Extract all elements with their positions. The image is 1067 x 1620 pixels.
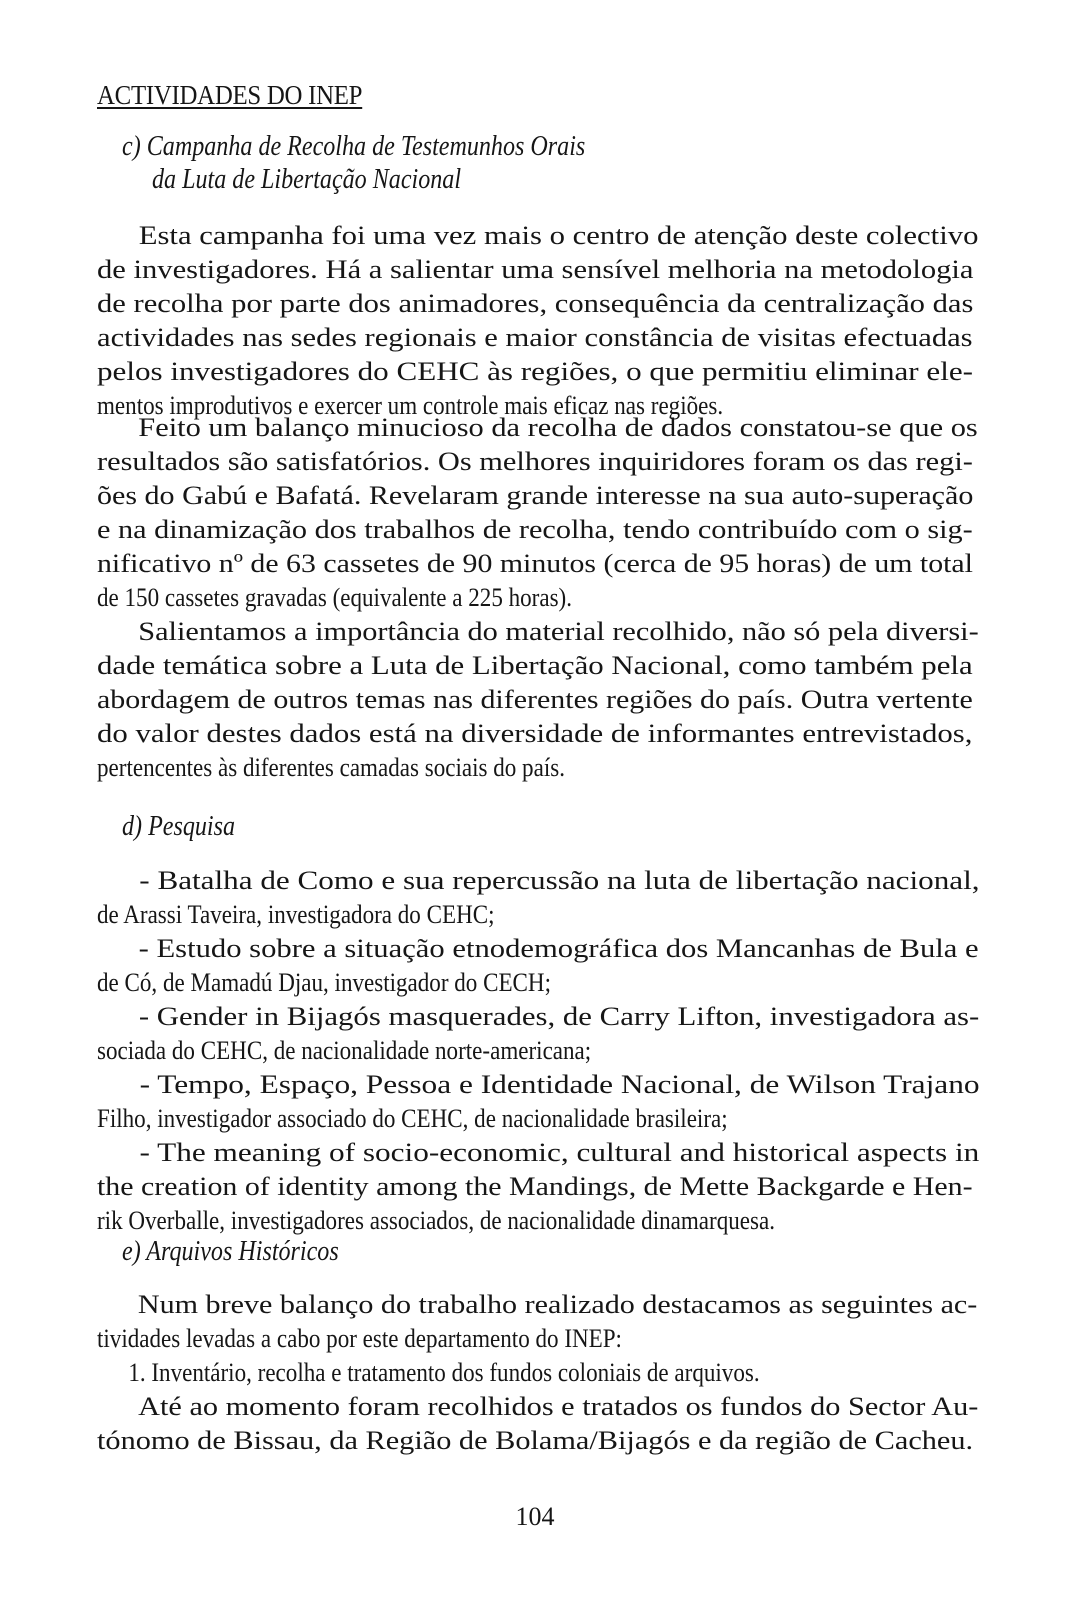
text-line: de investigadores. Há a salientar uma sensível melhoria na metodologia xyxy=(97,254,974,284)
research-list xyxy=(97,863,980,1237)
text-line: Esta campanha foi uma vez mais o centro de atenção deste colectivo xyxy=(138,220,979,250)
list-item: - Estudo sobre a situação etnodemográfica dos Mancanhas de Bula e xyxy=(138,933,979,963)
text-line: abordagem de outros temas nas diferentes regiões do país. Outra vertente xyxy=(97,684,973,714)
list-item-continuation: de Arassi Taveira, investigadora do CEHC; xyxy=(97,899,495,929)
section-c-title-line2: da Luta de Libertação Nacional xyxy=(152,164,462,195)
list-item-continuation: rik Overballe, investigadores associados, de nacionalidade dinamarquesa. xyxy=(97,1205,775,1235)
text-line: mentos improdutivos e exercer um controle mais eficaz nas regiões. xyxy=(97,390,724,420)
section-e-paragraph-3 xyxy=(97,1389,979,1457)
page-heading: ACTIVIDADES DO INEP xyxy=(97,80,363,110)
page-number: 104 xyxy=(515,1502,555,1531)
list-item-continuation: sociada do CEHC, de nacionalidade norte-americana; xyxy=(97,1035,592,1065)
list-item: - The meaning of socio-economic, cultural and historical aspects in xyxy=(139,1137,980,1167)
list-item-continuation: Filho, investigador associado do CEHC, de nacionalidade brasileira; xyxy=(97,1103,728,1133)
section-e-paragraph-1 xyxy=(97,1287,978,1355)
text-line: resultados são satisfatórios. Os melhores inquiridores foram os das regi- xyxy=(97,446,973,476)
list-item: - Gender in Bijagós masquerades, de Carry Lifton, investigadora as- xyxy=(138,1001,980,1031)
list-item-continuation: the creation of identity among the Mandings, de Mette Backgarde e Hen- xyxy=(97,1171,973,1201)
text-line: de recolha por parte dos animadores, consequência da centralização das xyxy=(97,288,974,318)
text-line: pelos investigadores do CEHC às regiões, o que permitiu eliminar ele- xyxy=(97,356,973,386)
section-c-paragraph-1 xyxy=(97,218,979,422)
text-line: Num breve balanço do trabalho realizado destacamos as seguintes ac- xyxy=(137,1289,978,1319)
text-line: e na dinamização dos trabalhos de recolha, tendo contribuído com o sig- xyxy=(97,514,973,544)
section-c-paragraph-3 xyxy=(97,614,979,784)
section-d-title: d) Pesquisa xyxy=(122,811,236,842)
text-line: pertencentes às diferentes camadas sociais do país. xyxy=(97,752,565,782)
section-c-paragraph-2 xyxy=(97,410,978,614)
text-line: tividades levadas a cabo por este departamento do INEP: xyxy=(97,1323,622,1353)
text-line: Feito um balanço minucioso da recolha de dados constatou-se que os xyxy=(138,412,978,442)
text-line: dade temática sobre a Luta de Libertação Nacional, como também pela xyxy=(97,650,973,680)
text-line: ões do Gabú e Bafatá. Revelaram grande interesse na sua auto-superação xyxy=(97,480,974,510)
text-line: nificativo nº de 63 cassetes de 90 minutos (cerca de 95 horas) de um total xyxy=(97,548,973,578)
text-line: actividades nas sedes regionais e maior constância de visitas efectuadas xyxy=(97,322,973,352)
text-line: Até ao momento foram recolhidos e tratados os fundos do Sector Au- xyxy=(138,1391,979,1421)
text-line: tónomo de Bissau, da Região de Bolama/Bijagós e da região de Cacheu. xyxy=(97,1425,974,1455)
list-item: - Batalha de Como e sua repercussão na luta de libertação nacional, xyxy=(139,865,980,895)
text-line: de 150 cassetes gravadas (equivalente a 225 horas). xyxy=(97,582,573,612)
list-item: - Tempo, Espaço, Pessoa e Identidade Nacional, de Wilson Trajano xyxy=(139,1069,980,1099)
section-e-title: e) Arquivos Históricos xyxy=(122,1236,339,1267)
section-e-paragraph-2 xyxy=(97,1355,973,1389)
text-line: 1. Inventário, recolha e tratamento dos fundos coloniais de arquivos. xyxy=(128,1357,760,1387)
section-c-title-line1: c) Campanha de Recolha de Testemunhos Orais xyxy=(122,131,586,162)
text-line: Salientamos a importância do material recolhido, não só pela diversi- xyxy=(138,616,979,646)
list-item-continuation: de Có, de Mamadú Djau, investigador do CECH; xyxy=(97,967,551,997)
text-line: do valor destes dados está na diversidade de informantes entrevistados, xyxy=(97,718,973,748)
